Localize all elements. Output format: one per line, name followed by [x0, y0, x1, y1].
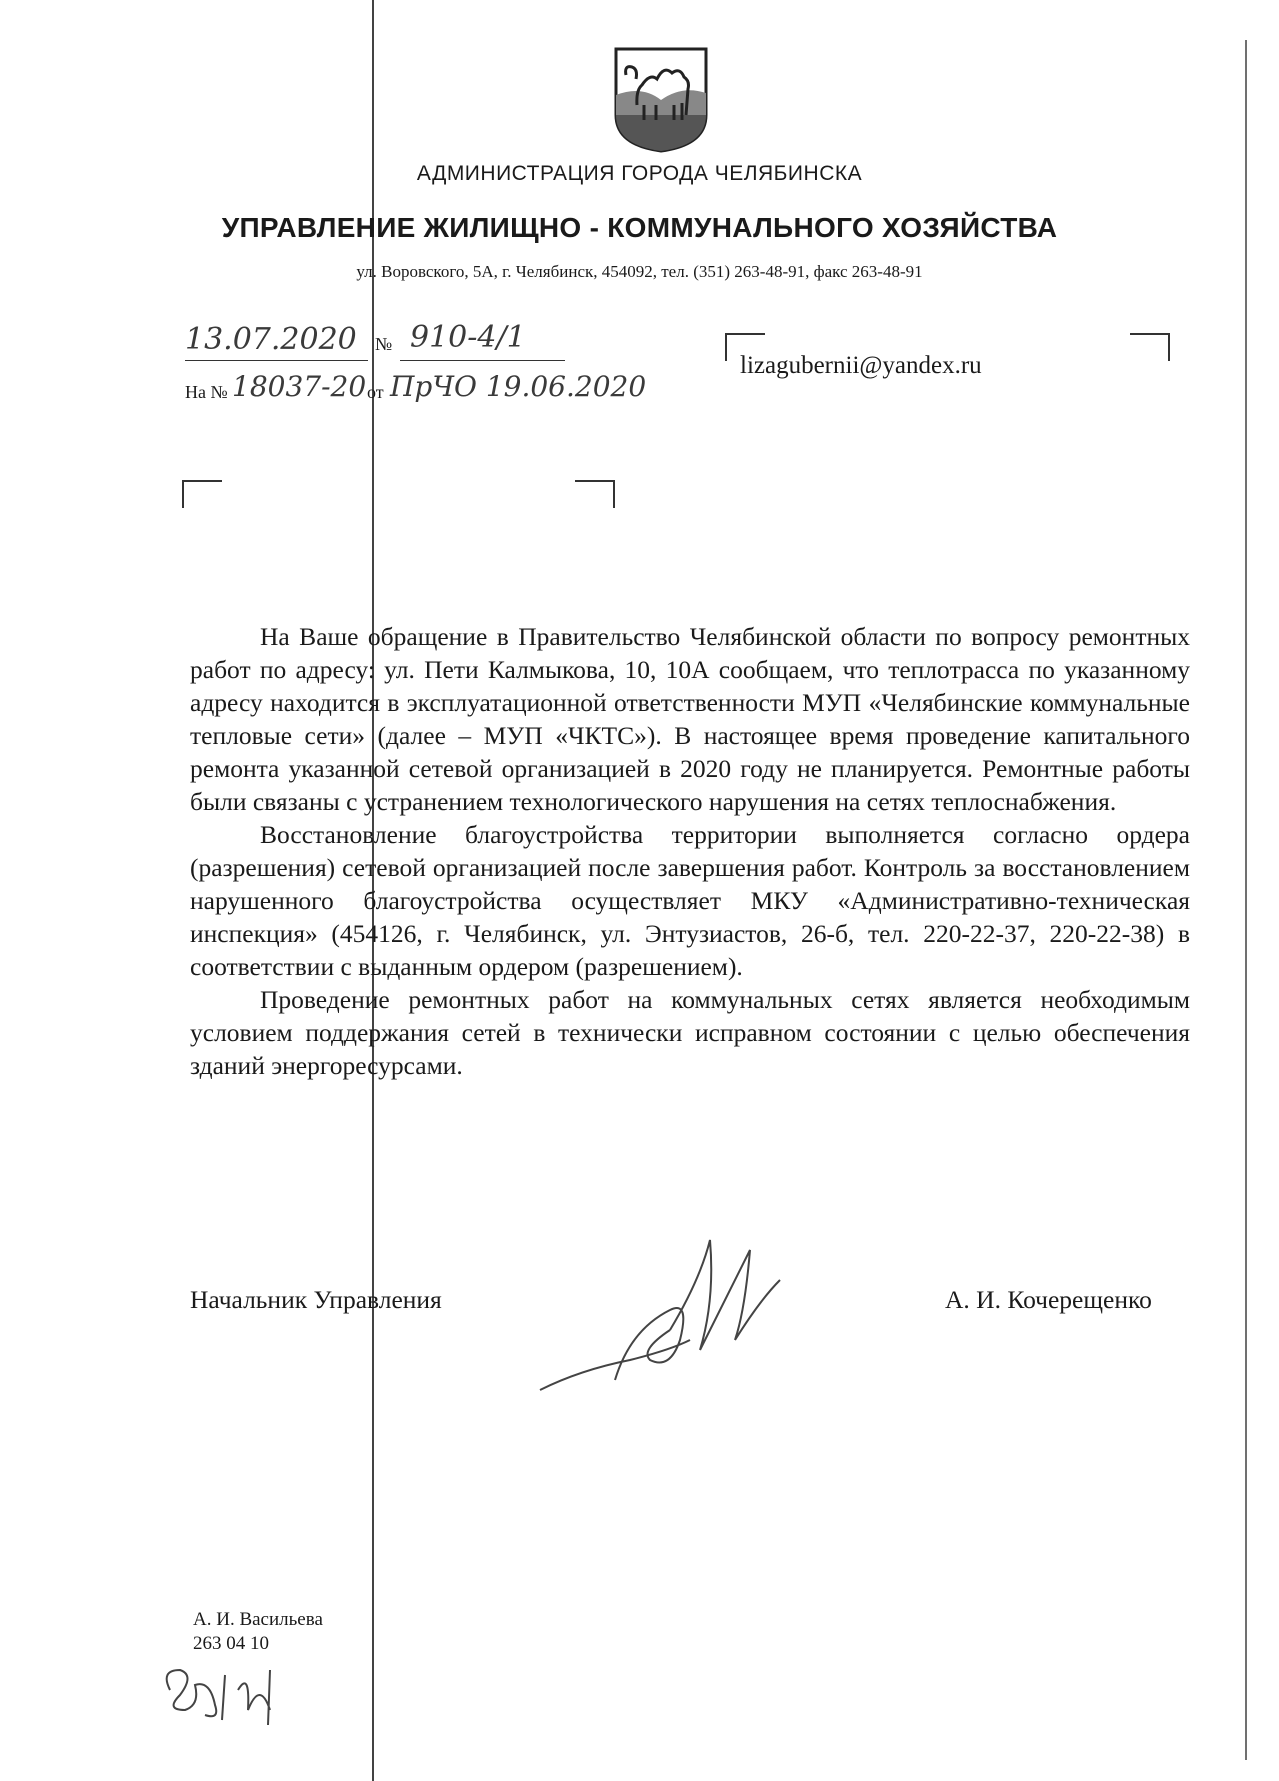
administration-name: АДМИНИСТРАЦИЯ ГОРОДА ЧЕЛЯБИНСКА [416, 162, 863, 185]
body-paragraph: Восстановление благоустройства территории выполняется согласно ордера (разрешения) сетевой организацией после завершения работ. Контроль за восстановлением нарушенного благоустройства осуществляет МКУ «Административно-техническая инспекция» (454126, г. Челябинск, ул. Энтузиастов, 26-б, тел. 220-22-37, 220-22-38) в соответствии с выданным ордером (разрешением). [190, 820, 1190, 981]
signatory-name: А. И. Кочерещенко [945, 1285, 1152, 1314]
reference-number: 18037-20 [232, 370, 367, 403]
reference-date: ПрЧО 19.06.2020 [390, 370, 647, 403]
reference-label: На № [185, 382, 228, 402]
recipient-corner-right [1130, 333, 1170, 361]
number-underline [400, 360, 565, 361]
executor-phone: 263 04 10 [193, 1633, 269, 1654]
body-paragraph: Проведение ремонтных работ на коммунальных сетях является необходимым условием поддержания сетей в технически исправном состоянии с целью обеспечения зданий энергоресурсами. [190, 985, 1190, 1080]
number-label: № [375, 334, 393, 354]
scan-edge-line [1245, 40, 1247, 1760]
reference-from-label: от [367, 382, 384, 402]
subject-corner-left [182, 480, 222, 508]
executor-name: А. И. Васильева [193, 1609, 323, 1630]
subject-corner-right [575, 480, 615, 508]
department-name: УПРАВЛЕНИЕ ЖИЛИЩНО - КОММУНАЛЬНОГО ХОЗЯЙСТВА [221, 212, 1058, 243]
registration-date: 13.07.2020 [185, 322, 357, 357]
registration-number: 910-4/1 [410, 320, 526, 355]
handwritten-signature [520, 1220, 810, 1410]
city-emblem-icon [612, 45, 710, 153]
executor-info [193, 1608, 323, 1656]
recipient-email: lizagubernii@yandex.ru [740, 352, 982, 379]
date-underline [185, 360, 368, 361]
letter-body [190, 620, 1190, 1082]
department-address: ул. Воровского, 5А, г. Челябинск, 454092, тел. (351) 263-48-91, факс 263-48-91 [356, 262, 923, 281]
signatory-title: Начальник Управления [190, 1285, 442, 1314]
body-paragraph: На Ваше обращение в Правительство Челябинской области по вопросу ремонтных работ по адресу: ул. Пети Калмыкова, 10, 10А сообщаем, что теплотрасса по указанному адресу находится в эксплуатационной ответственности МУП «Челябинские коммунальные тепловые сети» (далее – МУП «ЧКТС»). В настоящее время проведение капитального ремонта указанной сетевой организацией в 2020 году не планируется. Ремонтные работы были связаны с устранением технологического нарушения на сетях теплоснабжения. [190, 622, 1190, 816]
handwritten-initials [150, 1650, 300, 1730]
